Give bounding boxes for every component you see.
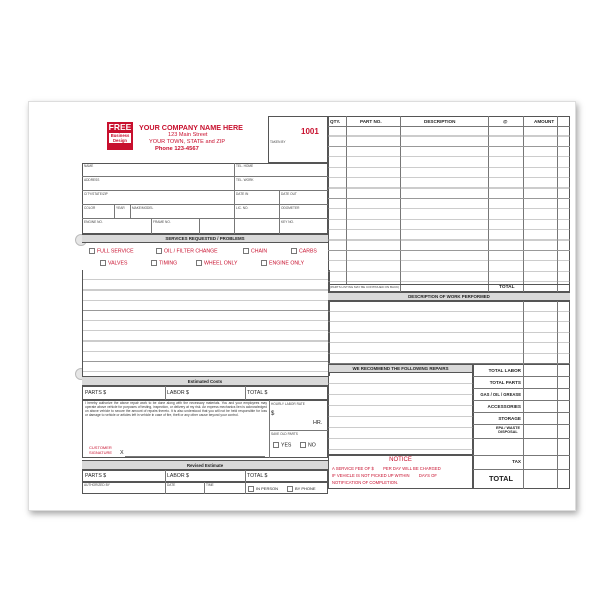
field-year[interactable]: YEAR: [116, 206, 125, 210]
estimated-header: Estimated Costs: [82, 376, 328, 386]
notice-line-3: NOTIFICATION OF COMPLETION.: [332, 480, 399, 485]
field-color[interactable]: COLOR: [84, 206, 96, 210]
customer-signature-label: CUSTOMER SIGNATURE: [89, 445, 113, 455]
field-frame-no[interactable]: FRAME NO.: [153, 220, 171, 224]
option-engine-only[interactable]: ENGINE ONLY: [261, 260, 304, 266]
hourly-rate-hr: HR.: [313, 420, 323, 426]
in-person-option[interactable]: IN PERSON: [248, 486, 278, 492]
company-city: YOUR TOWN, STATE and ZIP: [149, 139, 226, 145]
field-odometer[interactable]: ODOMETER: [281, 206, 300, 210]
total-labor-label: TOTAL LABOR: [488, 368, 521, 373]
col-qty: QTY.: [330, 119, 341, 124]
option-carbs[interactable]: CARBS: [291, 248, 317, 254]
save-old-parts-label: SAVE OLD PARTS: [271, 432, 298, 436]
col-part-no: PART NO.: [360, 119, 382, 124]
option-full-service[interactable]: FULL SERVICE: [89, 248, 134, 254]
option-wheel-only[interactable]: WHEEL ONLY: [196, 260, 237, 266]
authorization-text: I hereby authorize the above repair work to be done along with the necessary materials. You and your employees may operate above vehicle for purposes of testing, inspection, or delivery at my risk. An express mechanics lien is acknowledged on above vehicle to secure the amount of repairs thereto. It is also understood that you will not be held responsible for loss or damage to vehicle or articles left in vehicle in case of fire, theft or any other cause beyond your control.: [85, 401, 267, 417]
company-street: 123 Main Street: [168, 132, 208, 138]
save-parts-yes[interactable]: YES: [273, 442, 291, 448]
field-key-no[interactable]: KEY NO.: [281, 220, 294, 224]
work-performed-header: DESCRIPTION OF WORK PERFORMED: [328, 292, 570, 301]
signature-x[interactable]: X: [120, 450, 124, 456]
accessories-label: ACCESSORIES: [487, 404, 521, 409]
col-description: DESCRIPTION: [424, 119, 456, 124]
field-address[interactable]: ADDRESS: [84, 178, 100, 182]
logo-design: Design: [113, 138, 127, 143]
taken-by-label: TAKEN BY: [270, 140, 286, 144]
total-parts-label: TOTAL PARTS: [489, 380, 521, 385]
authorized-by-label[interactable]: AUTHORIZED BY: [84, 483, 110, 487]
revised-total[interactable]: TOTAL $: [247, 473, 268, 479]
option-oil-filter-change[interactable]: OIL / FILTER CHANGE: [156, 248, 218, 254]
col-at: @: [503, 119, 508, 124]
revised-date-label[interactable]: DATE: [167, 483, 176, 487]
company-name: YOUR COMPANY NAME HERE: [139, 123, 243, 132]
revised-time-label[interactable]: TIME: [206, 483, 214, 487]
option-chain[interactable]: CHAIN: [243, 248, 267, 254]
parts-listing-note: (PARTS LISTING MAY BE CONTINUED ON BACK): [330, 285, 400, 289]
revised-header: Revised Estimate: [82, 460, 328, 470]
problems-lines[interactable]: [82, 270, 330, 376]
field-tel-home[interactable]: TEL. HOME: [236, 164, 254, 168]
field-tel-work[interactable]: TEL. WORK: [236, 178, 254, 182]
option-valves[interactable]: VALVES: [100, 260, 127, 266]
services-header: SERVICES REQUESTED / PROBLEMS: [82, 234, 328, 243]
logo-free: FREE: [108, 122, 132, 132]
parts-rows[interactable]: [328, 126, 570, 284]
revised-labor[interactable]: LABOR $: [167, 473, 189, 479]
work-performed-lines[interactable]: [328, 301, 570, 364]
signature-line[interactable]: [125, 456, 265, 457]
col-amount: AMOUNT: [534, 119, 555, 124]
field-date-out[interactable]: DATE OUT: [281, 192, 297, 196]
recommend-header: WE RECOMMEND THE FOLLOWING REPAIRS: [328, 364, 473, 373]
notice-line-1: A SERVICE FEE OF $ PER DAY WILL BE CHARGED: [332, 466, 441, 471]
recommend-lines[interactable]: [328, 373, 473, 455]
estimated-labor[interactable]: LABOR $: [167, 390, 189, 396]
estimated-parts[interactable]: PARTS $: [85, 390, 107, 396]
epa-disposal-label: EPA / WASTE DISPOSAL: [495, 426, 521, 435]
company-phone: Phone 123-4567: [155, 146, 199, 152]
save-parts-no[interactable]: NO: [300, 442, 316, 448]
parts-total-label: TOTAL: [499, 285, 515, 290]
hourly-rate-label: HOURLY LABOR RATE: [271, 402, 305, 406]
field-name[interactable]: NAME: [84, 164, 94, 168]
tax-label: TAX: [512, 459, 521, 464]
grand-total-label: TOTAL: [489, 474, 513, 483]
field-engine-no[interactable]: ENGINE NO.: [84, 220, 103, 224]
gas-oil-grease-label: GAS / OIL / GREASE: [480, 392, 521, 397]
repair-order-form: [28, 101, 576, 511]
option-timing[interactable]: TIMING: [151, 260, 177, 266]
field-lic-no[interactable]: LIC. NO.: [236, 206, 249, 210]
field-date-in[interactable]: DATE IN: [236, 192, 249, 196]
field-make-model[interactable]: MAKE/MODEL: [132, 206, 154, 210]
logo: [107, 122, 133, 150]
field-city-state-zip[interactable]: CITY/STATE/ZIP: [84, 192, 108, 196]
hourly-rate-dollar[interactable]: $: [271, 411, 275, 417]
order-number: 1001: [301, 127, 319, 136]
notice-title: NOTICE: [389, 457, 412, 463]
notice-line-2: IF VEHICLE IS NOT PICKED UP WITHIN DAYS OF: [332, 473, 437, 478]
by-phone-option[interactable]: BY PHONE: [287, 486, 316, 492]
logo-business: Business: [110, 133, 130, 138]
estimated-total[interactable]: TOTAL $: [247, 390, 268, 396]
storage-label: STORAGE: [498, 416, 521, 421]
revised-parts[interactable]: PARTS $: [85, 473, 107, 479]
